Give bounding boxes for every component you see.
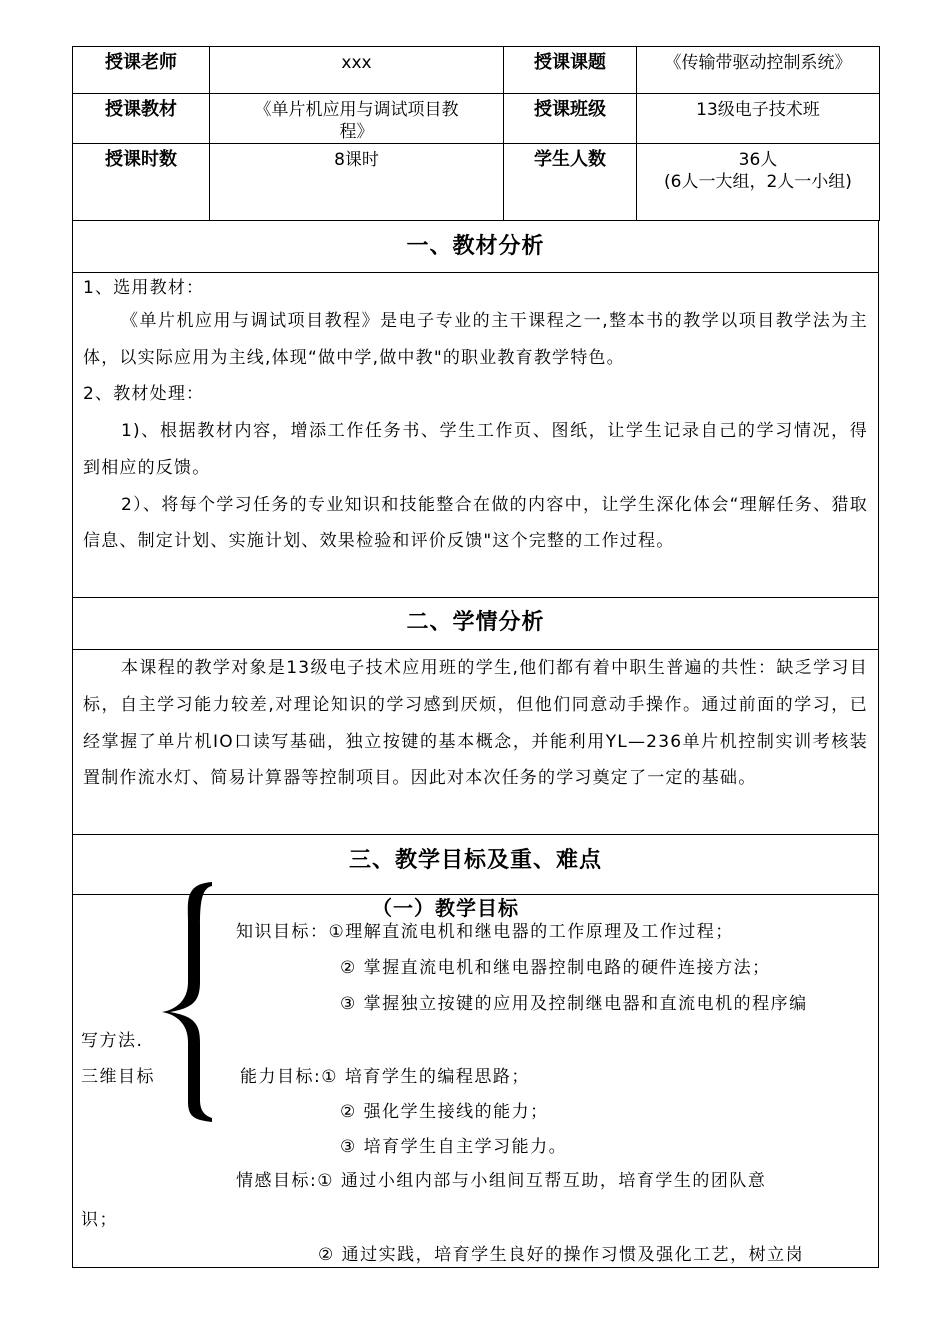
ability-goal-2: ② 强化学生接线的能力；	[340, 1102, 549, 1122]
knowledge-goal-3-cont: 写方法.	[81, 1031, 144, 1051]
section2-body	[72, 650, 879, 835]
students-label: 学生人数	[504, 144, 637, 221]
students-cell	[637, 144, 880, 221]
emotion-goal-1: 情感目标:① 通过小组内部与小组间互帮互助，培育学生的团队意	[236, 1171, 767, 1191]
lesson-info-table	[72, 46, 880, 221]
class-label: 授课班级	[504, 94, 637, 144]
section1-title: 一、教材分析	[406, 234, 545, 259]
section3-subtitle: （一）教学目标	[372, 896, 519, 920]
section2-para: 本课程的教学对象是13级电子技术应用班的学生,他们都有着中职生普遍的共性：缺乏学习目标，自主学习能力较差,对理论知识的学习感到厌烦，但他们同意动手操作。通过前面的学习，已经掌握了单片机IO口读写基础，独立按键的基本概念，并能利用YL—236单片机控制实训考核装置制作流水灯、简易计算器等控制项目。因此对本次任务的学习奠定了一定的基础。	[83, 658, 868, 789]
section1-para2: 1)、根据教材内容，增添工作任务书、学生工作页、图纸，让学生记录自己的学习情况，得到相应的反馈。	[83, 421, 868, 478]
knowledge-goal-3: ③ 掌握独立按键的应用及控制继电器和直流电机的程序编	[340, 994, 808, 1014]
section1-para3: 2）、将每个学习任务的专业知识和技能整合在做的内容中，让学生深化体会“理解任务、猎取信息、制定计划、实施计划、效果检验和评价反馈"这个完整的工作过程。	[83, 494, 868, 552]
textbook-value: 《单片机应用与调试项目教程》	[210, 94, 504, 144]
topic-label: 授课课题	[504, 47, 637, 94]
knowledge-goal-2: ② 掌握直流电机和继电器控制电路的硬件连接方法；	[340, 958, 771, 978]
section1-item2: 2、教材处理：	[83, 384, 205, 405]
ability-goal-3: ③ 培育学生自主学习能力。	[340, 1137, 568, 1157]
section1-text	[73, 273, 878, 560]
section1-body	[72, 273, 879, 598]
emotion-goal-1-cont: 识；	[81, 1210, 118, 1230]
teacher-value: xxx	[210, 47, 504, 94]
hours-value: 8课时	[210, 144, 504, 221]
textbook-label: 授课教材	[73, 94, 210, 144]
section2-header	[72, 598, 879, 650]
three-dim-goals-label: 三维目标	[81, 1067, 155, 1087]
knowledge-goal-1: 知识目标：①理解直流电机和继电器的工作原理及工作过程；	[236, 922, 734, 942]
ability-goal-1: 能力目标:① 培育学生的编程思路；	[240, 1067, 530, 1087]
section1-para1: 《单片机应用与调试项目教程》是电子专业的主干课程之一,整本书的教学以项目教学法为主体，以实际应用为主线,体现“做中学,做中教"的职业教育教学特色。	[83, 311, 868, 368]
students-note: (6人一大组，2人一小组)	[664, 172, 852, 192]
hours-label: 授课时数	[73, 144, 210, 221]
section3-title: 三、教学目标及重、难点	[348, 848, 602, 873]
topic-value: 《传输带驱动控制系统》	[637, 47, 880, 94]
students-value: 36人	[738, 150, 778, 170]
curly-brace-icon	[84, 882, 214, 1122]
section1-header	[72, 221, 879, 273]
teacher-label: 授课老师	[73, 47, 210, 94]
section2-title: 二、学情分析	[406, 610, 545, 635]
emotion-goal-2: ② 通过实践，培育学生良好的操作习惯及强化工艺，树立岗	[318, 1245, 805, 1265]
section1-item1: 1、选用教材：	[83, 278, 205, 298]
class-value: 13级电子技术班	[637, 94, 880, 144]
